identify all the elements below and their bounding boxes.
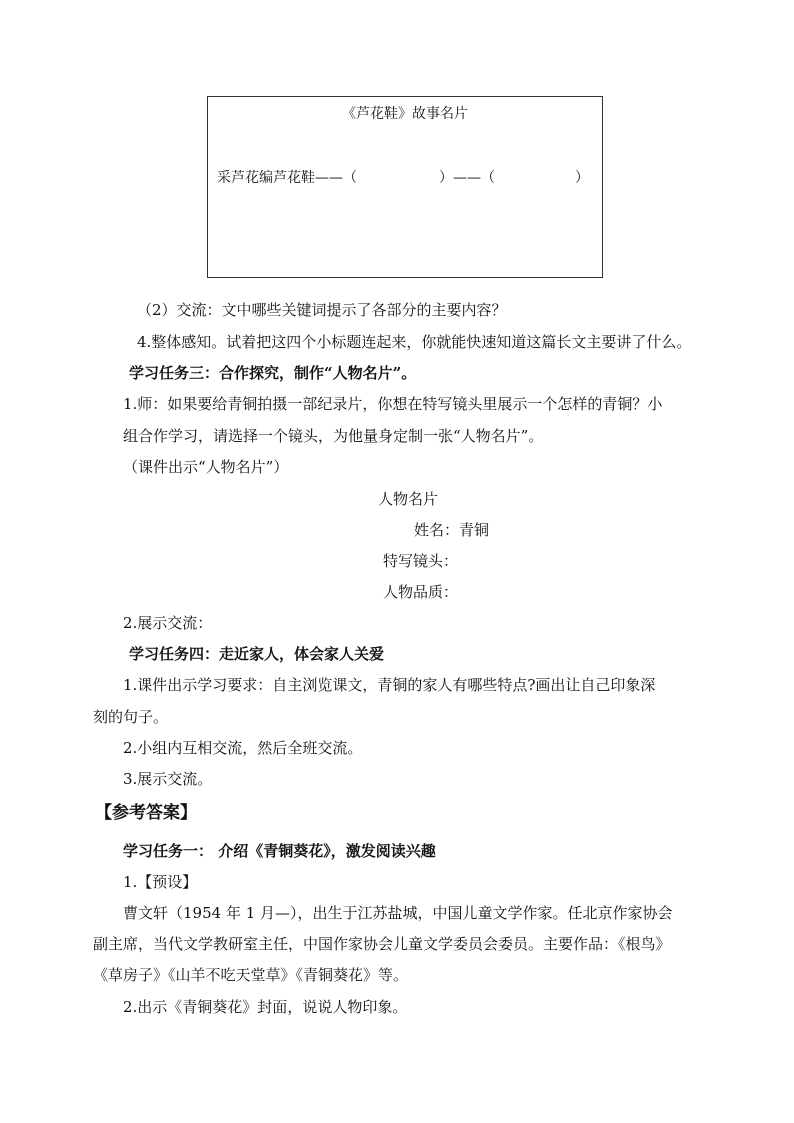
task4-step1-line2: 刻的句子。	[93, 708, 169, 726]
answer-bio-line1: 曹文轩（1954 年 1 月—），出生于江苏盐城，中国儿童文学作家。任北京作家协会	[123, 904, 673, 922]
task4-step3: 3.展示交流。	[123, 770, 213, 788]
step4-overall: 4.整体感知。试着把这四个小标题连起来，你就能快速知道这篇长文主要讲了什么。	[137, 333, 692, 351]
story-card-part1: 采芦花编芦花鞋——（	[217, 170, 357, 186]
person-card-title: 人物名片	[378, 490, 439, 508]
task4-step2: 2.小组内互相交流，然后全班交流。	[123, 739, 363, 757]
story-card-part3: ）	[575, 170, 589, 186]
answer-bio-line2: 副主席，当代文学教研室主任，中国作家协会儿童文学委员会委员。主要作品：《根鸟》	[93, 935, 671, 953]
q2-exchange: （2）交流：文中哪些关键词提示了各部分的主要内容？	[137, 301, 507, 319]
person-card-quality: 人物品质：	[383, 583, 459, 601]
story-card-title: 《芦花鞋》故事名片	[342, 106, 468, 122]
story-card-box	[207, 96, 603, 278]
story-card-outline	[217, 167, 589, 187]
answer-heading: 【参考答案】	[95, 803, 197, 823]
courseware-card-note: （课件出示“人物名片”）	[123, 458, 289, 476]
task3-step1-line2: 组合作学习，请选择一个镜头，为他量身定制一张“人物名片”。	[123, 427, 544, 445]
task4-title: 学习任务四：走近家人，体会家人关爱	[129, 645, 385, 663]
answer-step2: 2.出示《青铜葵花》封面，说说人物印象。	[123, 998, 408, 1016]
task3-step2: 2.展示交流：	[123, 614, 213, 632]
answer-bio-line3: 《草房子》《山羊不吃天堂草》《青铜葵花》等。	[93, 966, 409, 984]
person-card-name: 姓名：青铜	[414, 521, 490, 539]
task4-step1-line1: 1.课件出示学习要求：自主浏览课文，青铜的家人有哪些特点?画出让自己印象深	[123, 676, 656, 694]
story-card-part2: ）——（	[439, 170, 495, 186]
task3-step1-line1: 1.师：如果要给青铜拍摄一部纪录片，你想在特写镜头里展示一个怎样的青铜？小	[123, 395, 663, 413]
task3-title: 学习任务三：合作探究，制作“人物名片”。	[129, 364, 417, 382]
person-card-closeup: 特写镜头：	[383, 552, 459, 570]
answer-task1-title: 学习任务一： 介绍《青铜葵花》，激发阅读兴趣	[123, 842, 436, 860]
answer-step1: 1.【预设】	[123, 873, 198, 891]
